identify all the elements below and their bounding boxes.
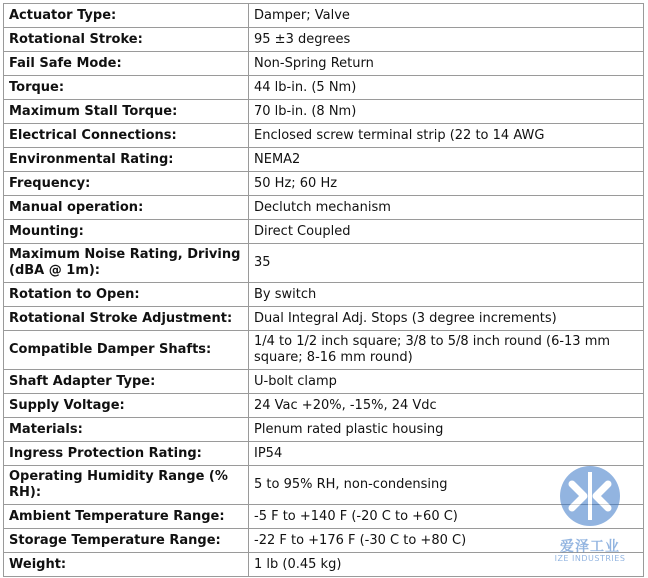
table-row (4, 28, 644, 52)
spec-label: Torque: (4, 76, 249, 100)
table-row (4, 553, 644, 577)
spec-label: Ambient Temperature Range: (4, 505, 249, 529)
spec-value: NEMA2 (249, 148, 644, 172)
spec-table (3, 3, 644, 577)
spec-value: 50 Hz; 60 Hz (249, 172, 644, 196)
table-row (4, 283, 644, 307)
spec-label: Operating Humidity Range (% RH): (4, 466, 249, 505)
table-row (4, 394, 644, 418)
table-row (4, 418, 644, 442)
spec-label: Rotational Stroke Adjustment: (4, 307, 249, 331)
spec-label: Frequency: (4, 172, 249, 196)
spec-label: Manual operation: (4, 196, 249, 220)
spec-label: Electrical Connections: (4, 124, 249, 148)
spec-label: Storage Temperature Range: (4, 529, 249, 553)
spec-value: -5 F to +140 F (-20 C to +60 C) (249, 505, 644, 529)
spec-value: 70 lb-in. (8 Nm) (249, 100, 644, 124)
spec-label: Compatible Damper Shafts: (4, 331, 249, 370)
spec-value: 95 ±3 degrees (249, 28, 644, 52)
spec-value: By switch (249, 283, 644, 307)
table-row (4, 124, 644, 148)
table-row (4, 529, 644, 553)
spec-value: 5 to 95% RH, non-condensing (249, 466, 644, 505)
table-row (4, 100, 644, 124)
spec-label: Mounting: (4, 220, 249, 244)
spec-value: Declutch mechanism (249, 196, 644, 220)
spec-value: Non-Spring Return (249, 52, 644, 76)
spec-value: Dual Integral Adj. Stops (3 degree increments) (249, 307, 644, 331)
spec-label: Supply Voltage: (4, 394, 249, 418)
spec-value: Damper; Valve (249, 4, 644, 28)
table-row (4, 4, 644, 28)
spec-value: 35 (249, 244, 644, 283)
table-row (4, 505, 644, 529)
watermark-name-cn: 爱泽工业 (560, 539, 620, 555)
table-row (4, 307, 644, 331)
spec-label: Rotational Stroke: (4, 28, 249, 52)
table-row (4, 370, 644, 394)
table-row (4, 148, 644, 172)
table-row (4, 196, 644, 220)
spec-label: Ingress Protection Rating: (4, 442, 249, 466)
table-row (4, 244, 644, 283)
table-row (4, 220, 644, 244)
spec-value: Enclosed screw terminal strip (22 to 14 AWG (249, 124, 644, 148)
spec-label: Environmental Rating: (4, 148, 249, 172)
spec-value: 24 Vac +20%, -15%, 24 Vdc (249, 394, 644, 418)
spec-value: Direct Coupled (249, 220, 644, 244)
spec-label: Shaft Adapter Type: (4, 370, 249, 394)
spec-value: 44 lb-in. (5 Nm) (249, 76, 644, 100)
table-row (4, 76, 644, 100)
spec-label: Actuator Type: (4, 4, 249, 28)
table-row (4, 331, 644, 370)
spec-label: Fail Safe Mode: (4, 52, 249, 76)
table-row (4, 466, 644, 505)
spec-label: Rotation to Open: (4, 283, 249, 307)
spec-value: Plenum rated plastic housing (249, 418, 644, 442)
spec-label: Maximum Noise Rating, Driving (dBA @ 1m): (4, 244, 249, 283)
spec-label: Materials: (4, 418, 249, 442)
spec-value: U-bolt clamp (249, 370, 644, 394)
spec-value: IP54 (249, 442, 644, 466)
table-row (4, 52, 644, 76)
spec-value: 1 lb (0.45 kg) (249, 553, 644, 577)
spec-value: -22 F to +176 F (-30 C to +80 C) (249, 529, 644, 553)
watermark-name-en: IZE INDUSTRIES (554, 554, 626, 563)
spec-label: Weight: (4, 553, 249, 577)
spec-label: Maximum Stall Torque: (4, 100, 249, 124)
spec-value: 1/4 to 1/2 inch square; 3/8 to 5/8 inch round (6-13 mm square; 8-16 mm round) (249, 331, 644, 370)
table-row (4, 442, 644, 466)
table-row (4, 172, 644, 196)
